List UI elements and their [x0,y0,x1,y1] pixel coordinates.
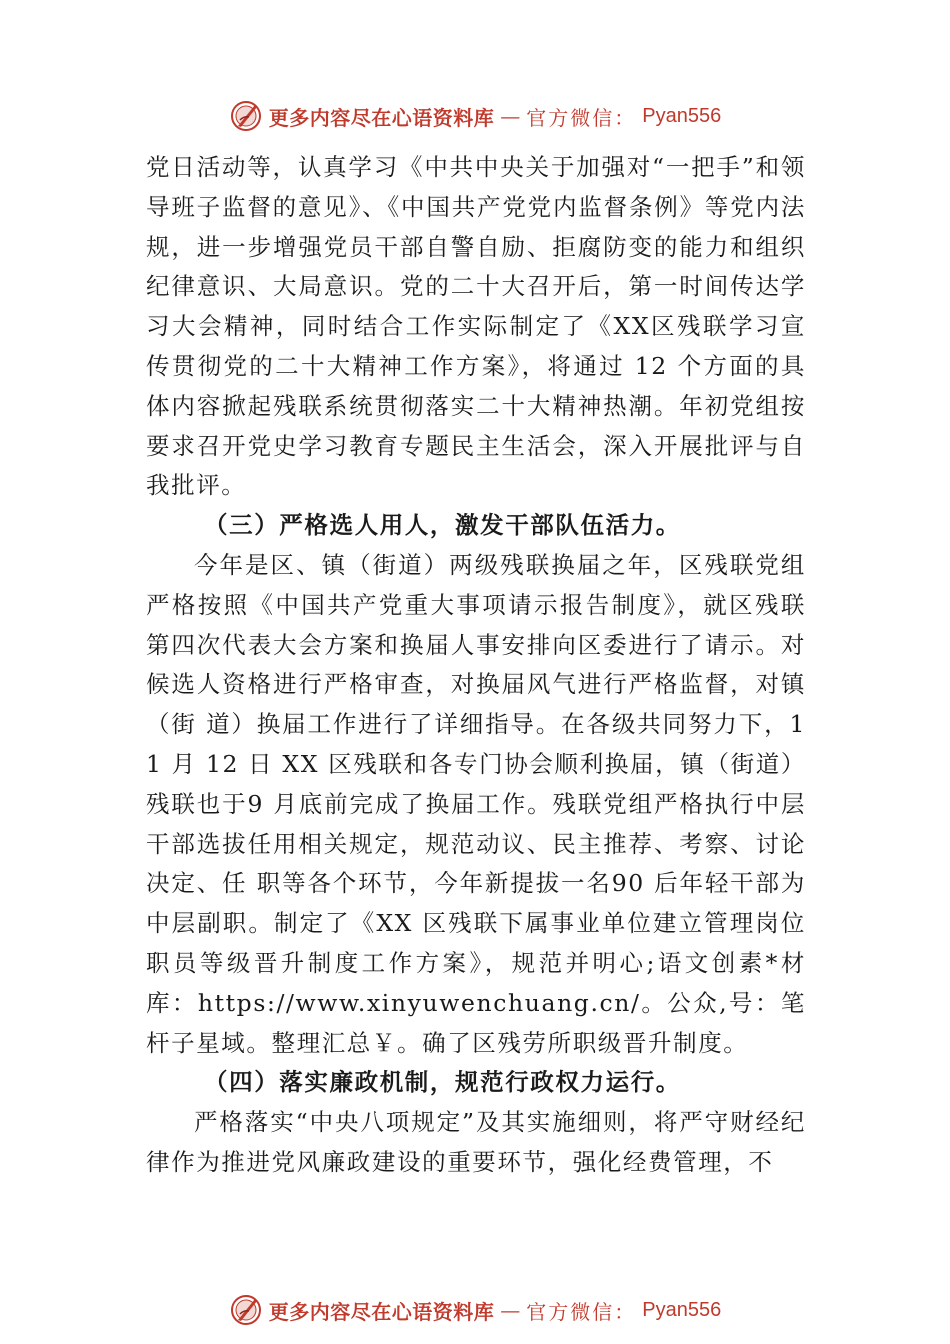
banner-wechat-label: 官方微信： [526,105,637,130]
quill-seal-icon [229,1293,263,1327]
banner-wechat-label: 官方微信： [526,1299,637,1324]
quill-seal-icon [229,99,263,133]
banner-separator: — [500,104,521,128]
header-banner [0,96,950,136]
paragraph-personnel: 今年是区、镇（街道）两级残联换届之年，区残联党组严格按照《中国共产党重大事项请示报告制度》，就区残联第四次代表大会方案和换届人事安排向区委进行了请示。对候选人资格进行严格审查，对换届风气进行严格监督，对镇（街 道）换届工作进行了详细指导。在各级共同努力下，11 月 12 日 XX 区残联和各专门协会顺利换届，镇（街道）残联也于9 月底前完成了换届工作。残联党组严格执行中层干部选拔任用相关规定，规范动议、民主推荐、考察、讨论决定、任 职等各个环节，今年新提拔一名90 后年轻干部为中层副职。制定了《XX 区残联下属事业单位建立管理岗位职员等级晋升制度工作方案》，规范并明心;语文创素*材库：https://www.xinyuwenchuang.cn/。公众,号：笔杆子星域。整理汇总￥。确了区残劳所职级晋升制度。 [146,550,806,1057]
document-body [146,148,806,1183]
banner-wechat-id: Pyan556 [642,1298,722,1321]
section-heading-4: （四）落实廉政机制，规范行政权力运行。 [204,1068,681,1097]
banner-wechat-id: Pyan556 [642,104,722,127]
banner-title: 更多内容尽在心语资料库 [268,105,495,130]
paragraph-continuation: 党日活动等，认真学习《中共中央关于加强对“一把手”和领导班子监督的意见》、《中国共产党党内监督条例》等党内法规，进一步增强党员干部自警自励、拒腐防变的能力和组织纪律意识、大局意识。党的二十大召开后，第一时间传达学习大会精神，同时结合工作实际制定了《XX区残联学习宣传贯彻党的二十大精神工作方案》，将通过 12 个方面的具体内容掀起残联系统贯彻落实二十大精神热潮。年初党组按要求召开党史学习教育专题民主生活会，深入开展批评与自我批评。 [146,153,806,500]
banner-separator: — [500,1298,521,1322]
footer-banner [0,1290,950,1330]
paragraph-integrity: 严格落实“中央八项规定”及其实施细则，将严守财经纪律作为推进党风廉政建设的重要环节，强化经费管理，不 [146,1108,806,1176]
section-heading-3: （三）严格选人用人，激发干部队伍活力。 [204,511,681,540]
banner-title: 更多内容尽在心语资料库 [268,1299,495,1324]
